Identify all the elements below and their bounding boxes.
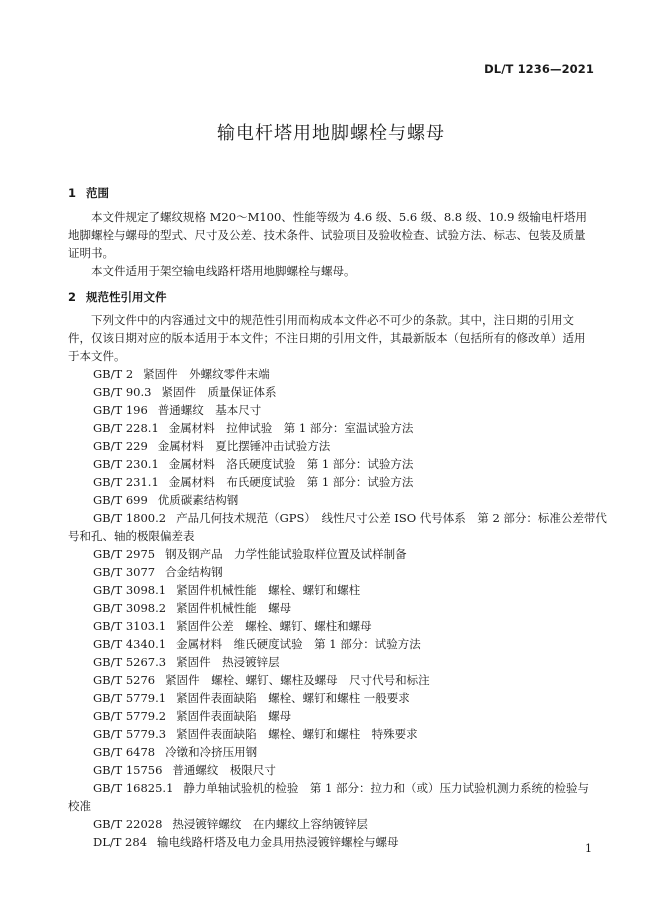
reference-title: 热浸镀锌螺纹 在内螺纹上容纳镀锌层: [172, 817, 368, 831]
reference-code: GB/T 3103.1: [93, 619, 167, 633]
document-title: 输电杆塔用地脚螺栓与螺母: [217, 123, 445, 144]
page-number: 1: [585, 842, 592, 855]
reference-item: [68, 779, 596, 815]
section-1-paragraph-2: 本文件适用于架空输电线路杆塔用地脚螺栓与螺母。: [91, 264, 356, 278]
reference-code: GB/T 230.1: [93, 457, 159, 471]
reference-code: GB/T 5779.2: [93, 709, 167, 723]
reference-title: 产品几何技术规范（GPS） 线性尺寸公差 ISO 代号体系 第 2 部分：标准公差带代: [176, 511, 607, 525]
reference-item: [68, 473, 596, 491]
section-2-title: 规范性引用文件: [86, 290, 167, 304]
reference-code: GB/T 228.1: [93, 421, 159, 435]
reference-code: GB/T 5276: [93, 673, 156, 687]
reference-item: [68, 761, 596, 779]
reference-code: GB/T 3098.2: [93, 601, 167, 615]
reference-item: [68, 365, 596, 383]
reference-title: 紧固件 螺栓、螺钉、螺柱及螺母 尺寸代号和标注: [165, 673, 430, 687]
reference-title: 紧固件 外螺纹零件末端: [143, 367, 270, 381]
reference-title: 静力单轴试验机的检验 第 1 部分：拉力和（或）压力试验机测力系统的检验与: [183, 781, 590, 795]
reference-code: GB/T 231.1: [93, 475, 159, 489]
reference-code: GB/T 196: [93, 403, 148, 417]
reference-code: GB/T 16825.1: [93, 781, 174, 795]
reference-item: [68, 653, 596, 671]
reference-code: GB/T 699: [93, 493, 148, 507]
reference-item: [68, 401, 596, 419]
reference-code: GB/T 22028: [93, 817, 163, 831]
reference-code: GB/T 3098.1: [93, 583, 167, 597]
reference-code: GB/T 2975: [93, 547, 156, 561]
section-2-heading: [68, 289, 167, 305]
reference-code: GB/T 15756: [93, 763, 163, 777]
reference-title: 钢及钢产品 力学性能试验取样位置及试样制备: [165, 547, 407, 561]
reference-code: DL/T 284: [93, 835, 148, 849]
section-1-paragraph-1: 本文件规定了螺纹规格 M20～M100、性能等级为 4.6 级、5.6 级、8.8 级、10.9 级输电杆塔用地脚螺栓与螺母的型式、尺寸及公差、技术条件、试验项目及验收检查、试验方法、标志、包装及质量证明书。: [68, 210, 588, 260]
reference-title: 紧固件表面缺陷 螺母: [176, 709, 292, 723]
reference-item: [68, 671, 596, 689]
reference-title: 输电线路杆塔及电力金具用热浸镀锌螺栓与螺母: [157, 835, 399, 849]
section-2-intro: 下列文件中的内容通过文中的规范性引用而构成本文件必不可少的条款。其中，注日期的引用文件，仅该日期对应的版本适用于本文件；不注日期的引用文件，其最新版本（包括所有的修改单）适用于本文件。: [68, 313, 586, 363]
reference-code: GB/T 5267.3: [93, 655, 167, 669]
normative-references-list: [68, 365, 607, 851]
standard-code: DL/T 1236—2021: [484, 62, 594, 76]
reference-code: GB/T 4340.1: [93, 637, 167, 651]
section-1-number: 1: [68, 186, 77, 200]
section-2-number: 2: [68, 290, 77, 304]
reference-title: 紧固件公差 螺栓、螺钉、螺柱和螺母: [176, 619, 372, 633]
reference-item: [68, 707, 596, 725]
reference-item: [68, 635, 596, 653]
reference-item: [68, 455, 596, 473]
reference-code: GB/T 90.3: [93, 385, 152, 399]
reference-title: 紧固件机械性能 螺母: [176, 601, 292, 615]
reference-item: [68, 545, 596, 563]
reference-title: 合金结构钢: [165, 565, 223, 579]
reference-code: GB/T 5779.1: [93, 691, 167, 705]
reference-title-continuation: 校准: [68, 799, 91, 813]
section-1-title: 范围: [86, 186, 109, 200]
reference-code: GB/T 3077: [93, 565, 156, 579]
reference-title: 紧固件表面缺陷 螺栓、螺钉和螺柱 特殊要求: [176, 727, 418, 741]
reference-title: 普通螺纹 基本尺寸: [157, 403, 262, 417]
reference-code: GB/T 5779.3: [93, 727, 167, 741]
reference-item: [68, 419, 596, 437]
reference-item: [68, 563, 596, 581]
reference-title: 金属材料 洛氏硬度试验 第 1 部分：试验方法: [168, 457, 414, 471]
reference-title: 紧固件机械性能 螺栓、螺钉和螺柱: [176, 583, 361, 597]
reference-title: 金属材料 布氏硬度试验 第 1 部分：试验方法: [168, 475, 414, 489]
reference-item: [68, 491, 596, 509]
reference-title: 金属材料 维氏硬度试验 第 1 部分：试验方法: [176, 637, 421, 651]
section-1-heading: [68, 185, 109, 201]
reference-item: [68, 383, 596, 401]
reference-title: 紧固件 热浸镀锌层: [176, 655, 280, 669]
reference-title: 金属材料 拉伸试验 第 1 部分：室温试验方法: [168, 421, 414, 435]
reference-item: [68, 599, 596, 617]
reference-title: 紧固件表面缺陷 螺栓、螺钉和螺柱 一般要求: [176, 691, 410, 705]
reference-item: [68, 581, 596, 599]
reference-item: [68, 689, 596, 707]
reference-code: GB/T 2: [93, 367, 134, 381]
reference-title: 普通螺纹 极限尺寸: [172, 763, 276, 777]
reference-item: [68, 437, 596, 455]
reference-title-continuation: 号和孔、轴的极限偏差表: [68, 529, 195, 543]
reference-code: GB/T 6478: [93, 745, 156, 759]
reference-item: [68, 617, 596, 635]
reference-item: [68, 725, 596, 743]
reference-item: [68, 833, 596, 851]
reference-code: GB/T 1800.2: [93, 511, 167, 525]
reference-item: [68, 509, 607, 545]
reference-code: GB/T 229: [93, 439, 148, 453]
reference-item: [68, 815, 596, 833]
reference-title: 冷镦和冷挤压用钢: [165, 745, 258, 759]
reference-title: 紧固件 质量保证体系: [161, 385, 277, 399]
reference-item: [68, 743, 596, 761]
reference-title: 优质碳素结构钢: [157, 493, 239, 507]
reference-title: 金属材料 夏比摆锤冲击试验方法: [157, 439, 331, 453]
